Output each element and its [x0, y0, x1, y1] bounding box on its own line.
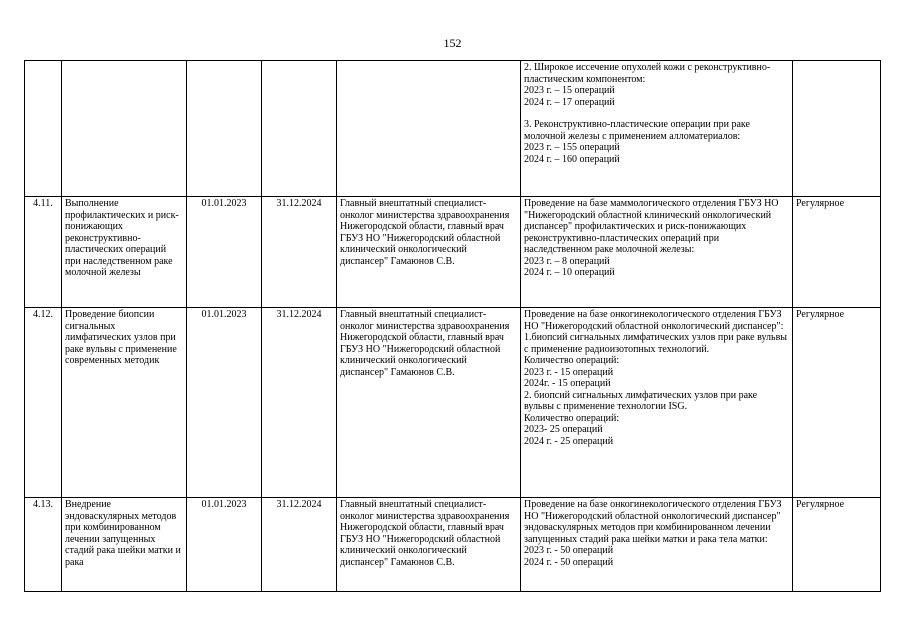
table-row-continuation [25, 61, 881, 197]
row-number: 4.13. [25, 498, 62, 592]
result-description [521, 61, 793, 197]
start-date: 01.01.2023 [187, 498, 262, 592]
start-date: 01.01.2023 [187, 197, 262, 308]
status: Регулярное [793, 197, 881, 308]
result-description [521, 308, 793, 498]
status [793, 61, 881, 197]
result-description [521, 498, 793, 592]
row-number: 4.11. [25, 197, 62, 308]
result-paragraph: 2. Широкое иссечение опухолей кожи с реконструктивно-пластическим компонентом: 2023 г. – 15 операций 2024 г. – 17 операций [524, 62, 771, 108]
end-date: 31.12.2024 [262, 197, 337, 308]
status: Регулярное [793, 308, 881, 498]
end-date: 31.12.2024 [262, 308, 337, 498]
end-date: 31.12.2024 [262, 498, 337, 592]
responsible [337, 61, 521, 197]
responsible: Главный внештатный специалист-онколог министерства здравоохранения Нижегородской области, главный врач ГБУЗ НО "Нижегородский областной клинический онкологический диспансер" Гамаюнов С.В. [337, 498, 521, 592]
result-paragraph: Проведение на базе онкогинекологического отделения ГБУЗ НО "Нижегородский областной онкологический диспансер" эндоваскулярных методов при комбинированном лечении запущенных стадий рака шейки матки и рака тела матки: 2023 г. - 50 операций 2024 г. - 50 операций [524, 499, 782, 568]
activity-title [62, 61, 187, 197]
result-paragraph: Проведение на базе маммологического отделения ГБУЗ НО "Нижегородский областной клинический онкологический диспансер" профилактических и риск-понижающих реконструктивно-пластических операций при наследственном раке молочной железы: 2023 г. – 8 операций 2024 г. – 10 операций [524, 198, 779, 278]
start-date: 01.01.2023 [187, 308, 262, 498]
table-row-4-11 [25, 197, 881, 308]
status: Регулярное [793, 498, 881, 592]
activity-title: Внедрение эндоваскулярных методов при комбинированном лечении запущенных стадий рака шейки матки и рака [62, 498, 187, 592]
start-date [187, 61, 262, 197]
end-date [262, 61, 337, 197]
responsible: Главный внештатный специалист-онколог министерства здравоохранения Нижегородской области, главный врач ГБУЗ НО "Нижегородский областной клинический онкологический диспансер" Гамаюнов С.В. [337, 308, 521, 498]
activity-title: Проведение биопсии сигнальных лимфатических узлов при раке вульвы с применение современных методик [62, 308, 187, 498]
result-paragraph: Проведение на базе онкогинекологического отделения ГБУЗ НО "Нижегородский областной онкологический диспансер": 1.биопсий сигнальных лимфатических узлов при раке вульвы с применение радиоизотопных технологий. Количество операций: 2023 г. - 15 операций 2024г. - 15 операций 2. биопсий сигнальных лимфатических узлов при раке вульвы с применение технологии ISG. Количество операций: 2023- 25 операций 2024 г. - 25 операций [524, 309, 788, 447]
table-row-4-13 [25, 498, 881, 592]
result-description [521, 197, 793, 308]
activities-table [24, 60, 881, 592]
row-number [25, 61, 62, 197]
activity-title: Выполнение профилактических и риск-понижающих реконструктивно-пластических операций при наследственном раке молочной железы [62, 197, 187, 308]
page-number: 152 [443, 36, 462, 50]
row-number: 4.12. [25, 308, 62, 498]
table-row-4-12 [25, 308, 881, 498]
result-paragraph: 3. Реконструктивно-пластические операции при раке молочной железы с применением алломатериалов: 2023 г. – 155 операций 2024 г. – 160 операций [524, 119, 750, 165]
responsible: Главный внештатный специалист-онколог министерства здравоохранения Нижегородской области, главный врач ГБУЗ НО "Нижегородский областной клинический онкологический диспансер" Гамаюнов С.В. [337, 197, 521, 308]
